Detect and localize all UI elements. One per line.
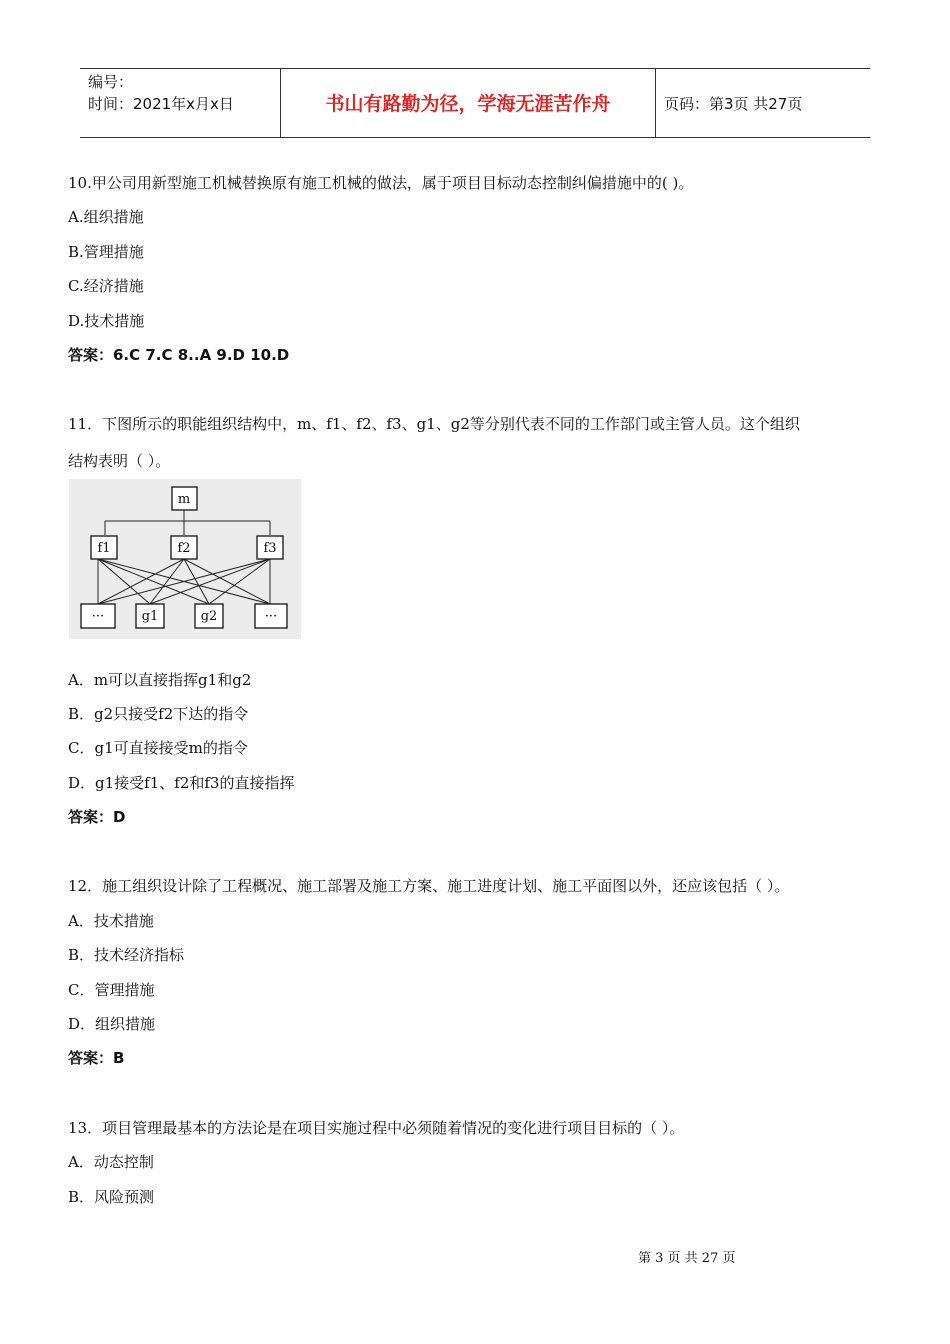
question-13-stem: 13．项目管理最基本的方法论是在项目实施过程中必须随着情况的变化进行项目目标的（ ）。 [68, 1119, 685, 1137]
header-divider [280, 69, 281, 137]
question-11-option-a: A．m可以直接指挥g1和g2 [68, 671, 252, 689]
header-divider [655, 69, 656, 137]
org-label-f2: f2 [177, 541, 191, 556]
question-10-stem: 10.甲公司用新型施工机械替换原有施工机械的做法，属于项目目标动态控制纠偏措施中的( )。 [68, 174, 694, 192]
question-11-stem-line1: 11．下图所示的职能组织结构中，m、f1、f2、f3、g1、g2等分别代表不同的工作部门或主管人员。这个组织 [68, 415, 800, 433]
question-10-option-c: C.经济措施 [68, 277, 144, 295]
header-page-info: 页码：第3页 共27页 [664, 95, 803, 113]
date-line: 时间：2021年x月x日 [88, 95, 234, 113]
answer-10: 答案：6.C 7.C 8..A 9.D 10.D [68, 346, 290, 364]
page-header [80, 68, 870, 138]
question-12-option-c: C．管理措施 [68, 981, 155, 999]
question-11-option-b: B．g2只接受f2下达的指令 [68, 705, 249, 723]
org-chart-figure [69, 479, 301, 639]
header-motto: 书山有路勤为径，学海无涯苦作舟 [325, 93, 611, 115]
page-footer: 第 3 页 共 27 页 [638, 1251, 736, 1266]
serial-label: 编号： [88, 73, 134, 91]
question-11-option-c: C．g1可直接接受m的指令 [68, 739, 248, 757]
answer-11: 答案：D [68, 808, 126, 826]
question-12-option-a: A．技术措施 [68, 912, 154, 930]
question-13-option-a: A．动态控制 [68, 1153, 154, 1171]
org-label-f3: f3 [263, 541, 277, 556]
org-label-g1: g1 [141, 609, 159, 624]
question-12-option-d: D．组织措施 [68, 1015, 156, 1033]
question-12-stem: 12．施工组织设计除了工程概况、施工部署及施工方案、施工进度计划、施工平面图以外，还应该包括（ ）。 [68, 877, 790, 895]
question-10-option-b: B.管理措施 [68, 243, 144, 261]
question-12-option-b: B．技术经济指标 [68, 946, 185, 964]
question-10-option-d: D.技术措施 [68, 312, 145, 330]
org-label-m: m [177, 492, 191, 507]
answer-12: 答案：B [68, 1049, 125, 1067]
org-label-ellipsis-right: ··· [264, 609, 278, 624]
org-label-ellipsis-left: ··· [91, 609, 105, 624]
org-label-f1: f1 [97, 541, 111, 556]
question-13-option-b: B．风险预测 [68, 1188, 155, 1206]
question-10-option-a: A.组织措施 [68, 208, 144, 226]
org-chart [69, 479, 301, 639]
question-11-option-d: D．g1接受f1、f2和f3的直接指挥 [68, 774, 295, 792]
org-label-g2: g2 [200, 609, 218, 624]
question-11-stem-line2: 结构表明（ ）。 [68, 452, 171, 470]
header-meta [88, 71, 234, 115]
